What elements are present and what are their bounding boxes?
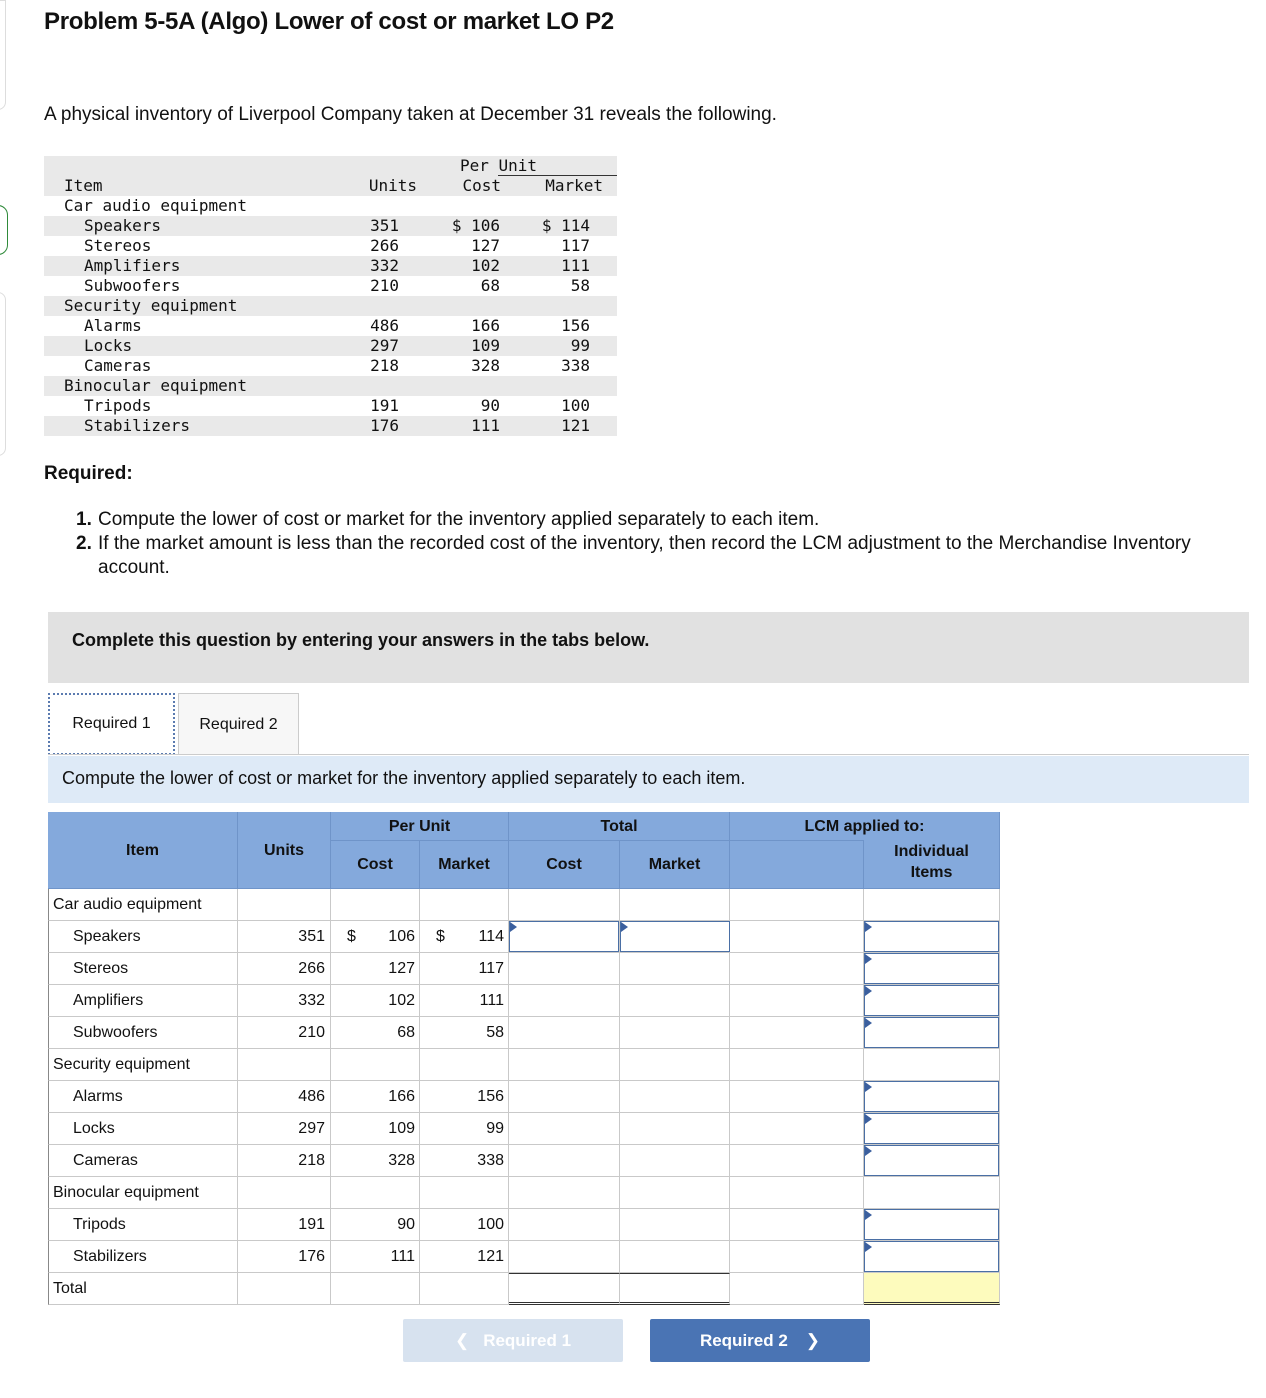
- row-label-cell: [48, 1049, 238, 1081]
- item-label: Amplifiers: [84, 256, 181, 275]
- group-label: Binocular equipment: [53, 1184, 199, 1201]
- header-total: Total: [509, 812, 730, 841]
- item-label: Locks: [84, 336, 133, 355]
- cost-value: 102: [471, 256, 500, 275]
- units-header: Units: [368, 176, 417, 195]
- total-cost-cell: [509, 1049, 620, 1081]
- header-cost: Cost: [331, 841, 420, 889]
- units-value: 266: [298, 960, 325, 977]
- cost-cell: [331, 1209, 420, 1241]
- cost-cell: [331, 1177, 420, 1209]
- inventory-item-row: [44, 236, 617, 256]
- grand-total-market-cell: [620, 1273, 730, 1305]
- cost-value: 111: [390, 1248, 415, 1265]
- header-market: Market: [420, 841, 509, 889]
- market-cell: [420, 889, 509, 921]
- lcm-blank-cell: [730, 1113, 864, 1145]
- lcm-individual-input[interactable]: [864, 1017, 999, 1048]
- market-header: Market: [545, 176, 603, 195]
- market-value: 156: [561, 316, 590, 335]
- row-label-cell: [48, 1145, 238, 1177]
- page-title: Problem 5-5A (Algo) Lower of cost or market LO P2: [44, 8, 614, 35]
- market-value: 99: [486, 1120, 504, 1137]
- total-cost-cell: [509, 953, 620, 985]
- market-cell: [420, 1177, 509, 1209]
- inventory-item-row: [44, 416, 617, 436]
- item-label: Stabilizers: [84, 416, 190, 435]
- cost-value: 166: [471, 316, 500, 335]
- row-label-cell: [48, 1081, 238, 1113]
- market-value: 117: [561, 236, 590, 255]
- header-per-unit: Per Unit: [331, 812, 509, 841]
- cost-cell: [331, 921, 420, 953]
- total-market-cell: [620, 1209, 730, 1241]
- total-cost-cell: [509, 1209, 620, 1241]
- market-cell: [420, 1081, 509, 1113]
- cost-value: 90: [397, 1216, 415, 1233]
- units-value: 486: [370, 316, 399, 335]
- dollar-sign: $: [436, 928, 445, 945]
- cost-value: 106: [388, 928, 415, 945]
- cost-value: 109: [388, 1120, 415, 1137]
- cost-value: 102: [388, 992, 415, 1009]
- inventory-item-row: [44, 256, 617, 276]
- tab-divider: [48, 754, 1249, 755]
- left-edge-fragment: [0, 292, 6, 456]
- dollar-sign: $: [347, 928, 356, 945]
- units-value: 351: [298, 928, 325, 945]
- units-value: 176: [370, 416, 399, 435]
- inventory-header-row-2: [44, 176, 617, 196]
- market-cell: [420, 1113, 509, 1145]
- individual-items-cell: [864, 1145, 1000, 1177]
- required-item: [76, 508, 1226, 532]
- group-label: Security equipment: [53, 1056, 190, 1073]
- cost-cell: [331, 1049, 420, 1081]
- units-value: 332: [370, 256, 399, 275]
- row-label-cell: [48, 889, 238, 921]
- total-market-cell: [620, 953, 730, 985]
- units-cell: [238, 1209, 331, 1241]
- lcm-individual-input[interactable]: [864, 985, 999, 1016]
- item-label: Speakers: [73, 928, 141, 945]
- cost-cell: [331, 889, 420, 921]
- total-market-cell: [620, 1177, 730, 1209]
- required-number: 2.: [76, 533, 92, 554]
- item-label: Tripods: [84, 396, 152, 415]
- market-value: 58: [486, 1024, 504, 1041]
- units-cell: [238, 1081, 331, 1113]
- market-cell: [420, 953, 509, 985]
- total-cost-cell: [509, 1145, 620, 1177]
- row-label-cell: [48, 985, 238, 1017]
- group-label: Security equipment: [64, 296, 238, 315]
- individual-items-cell: [864, 1177, 1000, 1209]
- cost-cell: [331, 985, 420, 1017]
- lcm-individual-input[interactable]: [864, 1081, 999, 1112]
- left-edge-indicator: [0, 205, 8, 255]
- units-value: 332: [298, 992, 325, 1009]
- prev-required-button[interactable]: [403, 1319, 623, 1362]
- chevron-left-icon: ❮: [454, 1330, 470, 1350]
- chevron-right-icon: ❯: [805, 1330, 821, 1350]
- intro-text: A physical inventory of Liverpool Company taken at December 31 reveals the following.: [44, 104, 777, 125]
- units-value: 218: [298, 1152, 325, 1169]
- lcm-individual-input[interactable]: [864, 921, 999, 952]
- market-value: 58: [570, 276, 590, 295]
- market-value: 121: [561, 416, 590, 435]
- cost-value: 127: [471, 236, 500, 255]
- row-label-cell: [48, 1241, 238, 1273]
- units-cell: [238, 889, 331, 921]
- item-label: Stereos: [73, 960, 129, 977]
- units-value: 191: [298, 1216, 325, 1233]
- units-cell: [238, 1177, 331, 1209]
- individual-items-cell: [864, 1017, 1000, 1049]
- units-cell: [238, 1049, 331, 1081]
- total-market-input[interactable]: [620, 921, 730, 952]
- instruction-text: Compute the lower of cost or market for the inventory applied separately to each item.: [62, 768, 746, 788]
- grand-total-cost-cell: [509, 1273, 620, 1305]
- total-cost-cell: [509, 1113, 620, 1145]
- lcm-blank-cell: [730, 953, 864, 985]
- units-value: 297: [370, 336, 399, 355]
- units-value: 176: [298, 1248, 325, 1265]
- inventory-item-row: [44, 276, 617, 296]
- market-cell: [420, 1145, 509, 1177]
- individual-items-cell: [864, 889, 1000, 921]
- units-cell: [238, 953, 331, 985]
- row-label-cell: [48, 1113, 238, 1145]
- header-lcm-blank: [730, 841, 864, 889]
- cost-value: 166: [388, 1088, 415, 1105]
- cost-cell: [331, 1145, 420, 1177]
- item-label: Amplifiers: [73, 992, 144, 1009]
- individual-items-cell: [864, 921, 1000, 953]
- market-cell: [420, 1049, 509, 1081]
- required-text: Compute the lower of cost or market for the inventory applied separately to each item.: [98, 509, 820, 530]
- item-label: Stabilizers: [73, 1248, 147, 1265]
- total-cost-cell: [509, 1017, 620, 1049]
- cost-value: 68: [480, 276, 500, 295]
- tab-required-1[interactable]: Required 1: [48, 693, 175, 755]
- prev-button-label: Required 1: [483, 1330, 572, 1350]
- lcm-individual-input[interactable]: [864, 1113, 999, 1144]
- units-value: 210: [298, 1024, 325, 1041]
- item-label: Cameras: [84, 356, 152, 375]
- cost-cell: [331, 1113, 420, 1145]
- lcm-individual-input[interactable]: [864, 1209, 999, 1240]
- item-label: Speakers: [84, 216, 162, 235]
- cost-value: 328: [388, 1152, 415, 1169]
- item-label: Alarms: [84, 316, 142, 335]
- cost-value: $ 106: [451, 216, 500, 235]
- tab-required-2[interactable]: Required 2: [178, 693, 299, 755]
- market-cell: [420, 1241, 509, 1273]
- inventory-group-row: [44, 296, 617, 316]
- individual-items-cell: [864, 953, 1000, 985]
- lcm-blank-cell: [730, 1017, 864, 1049]
- per-unit-header: Per Unit: [460, 156, 538, 175]
- grand-total-individual-cell: [864, 1273, 1000, 1305]
- lcm-blank-cell: [730, 1241, 864, 1273]
- total-cost-cell: [509, 985, 620, 1017]
- total-market-cell: [620, 1145, 730, 1177]
- cost-cell: [331, 953, 420, 985]
- inventory-item-row: [44, 336, 617, 356]
- lcm-blank-cell: [730, 1145, 864, 1177]
- cost-header: Cost: [462, 176, 501, 195]
- next-button-label: Required 2: [699, 1330, 788, 1350]
- total-cost-cell: [509, 1081, 620, 1113]
- total-cost-input[interactable]: [509, 921, 619, 952]
- units-value: 191: [370, 396, 399, 415]
- item-label: Cameras: [73, 1152, 138, 1169]
- units-value: 266: [370, 236, 399, 255]
- total-market-cell: [620, 1241, 730, 1273]
- next-required-button[interactable]: [650, 1319, 870, 1362]
- inventory-item-row: [44, 316, 617, 336]
- market-value: 100: [477, 1216, 504, 1233]
- market-value: 111: [479, 992, 504, 1009]
- market-value: 111: [561, 256, 590, 275]
- item-label: Locks: [73, 1120, 115, 1137]
- total-market-cell: [620, 1017, 730, 1049]
- lcm-blank-cell: [730, 921, 864, 953]
- left-edge-fragment: [0, 0, 6, 110]
- required-text: If the market amount is less than the recorded cost of the inventory, then record the LCM adjustment to the Merchandise Inventory account.: [98, 533, 1191, 578]
- inventory-item-row: [44, 396, 617, 416]
- units-cell: [238, 1017, 331, 1049]
- market-value: 338: [477, 1152, 504, 1169]
- item-header: Item: [64, 176, 103, 195]
- inventory-group-row: [44, 376, 617, 396]
- header-total-market: Market: [620, 841, 730, 889]
- inventory-header-row-1: [44, 156, 617, 176]
- total-cost-cell: [509, 1241, 620, 1273]
- market-value: 100: [561, 396, 590, 415]
- cost-value: 90: [480, 396, 500, 415]
- total-per-cost-cell: [331, 1273, 420, 1305]
- total-market-cell: [620, 1081, 730, 1113]
- grand-total-lcm-blank: [730, 1273, 864, 1305]
- header-units: Units: [238, 812, 331, 889]
- instructions-banner: [48, 612, 1249, 683]
- units-value: 351: [370, 216, 399, 235]
- total-per-market-cell: [420, 1273, 509, 1305]
- header-item: Item: [48, 812, 238, 889]
- market-cell: [420, 921, 509, 953]
- individual-items-cell: [864, 1081, 1000, 1113]
- item-label: Stereos: [84, 236, 152, 255]
- units-value: 210: [370, 276, 399, 295]
- lcm-blank-cell: [730, 889, 864, 921]
- header-total-cost: Cost: [509, 841, 620, 889]
- row-label-cell: [48, 953, 238, 985]
- lcm-blank-cell: [730, 1049, 864, 1081]
- row-label-cell: [48, 1177, 238, 1209]
- market-value: 121: [477, 1248, 504, 1265]
- units-value: 297: [298, 1120, 325, 1137]
- individual-items-cell: [864, 1209, 1000, 1241]
- cost-value: 111: [471, 416, 500, 435]
- units-cell: [238, 985, 331, 1017]
- market-cell: [420, 1209, 509, 1241]
- item-label: Subwoofers: [73, 1024, 158, 1041]
- lcm-individual-input[interactable]: [864, 1145, 999, 1176]
- cost-value: 109: [471, 336, 500, 355]
- cost-value: 328: [471, 356, 500, 375]
- units-cell: [238, 1113, 331, 1145]
- individual-items-cell: [864, 1113, 1000, 1145]
- required-item: [76, 532, 1226, 580]
- market-value: 338: [561, 356, 590, 375]
- lcm-individual-input[interactable]: [864, 1241, 999, 1272]
- row-label-cell: [48, 1017, 238, 1049]
- item-label: Subwoofers: [84, 276, 181, 295]
- total-label: Total: [53, 1280, 87, 1297]
- row-label-cell: [48, 1209, 238, 1241]
- inventory-group-row: [44, 196, 617, 216]
- total-units-cell: [238, 1273, 331, 1305]
- individual-items-cell: [864, 1049, 1000, 1081]
- banner-text: Complete this question by entering your answers in the tabs below.: [72, 630, 650, 650]
- individual-items-cell: [864, 1241, 1000, 1273]
- inventory-item-row: [44, 216, 617, 236]
- units-value: 486: [298, 1088, 325, 1105]
- required-heading: Required:: [44, 463, 133, 484]
- tab-instruction: [48, 756, 1249, 803]
- market-value: 114: [478, 928, 504, 945]
- units-cell: [238, 921, 331, 953]
- total-market-cell: [620, 889, 730, 921]
- required-list: [76, 508, 1226, 580]
- total-cost-cell: [509, 889, 620, 921]
- lcm-blank-cell: [730, 1081, 864, 1113]
- individual-items-cell: [864, 985, 1000, 1017]
- inventory-item-row: [44, 356, 617, 376]
- total-market-cell: [620, 985, 730, 1017]
- group-label: Car audio equipment: [64, 196, 248, 215]
- market-value: 117: [478, 960, 504, 977]
- item-label: Alarms: [73, 1088, 123, 1105]
- item-label: Tripods: [73, 1216, 126, 1233]
- total-label-cell: [48, 1273, 238, 1305]
- units-value: 218: [370, 356, 399, 375]
- lcm-blank-cell: [730, 1209, 864, 1241]
- total-cost-cell: [509, 1177, 620, 1209]
- inventory-table: [44, 156, 617, 436]
- units-cell: [238, 1145, 331, 1177]
- cost-cell: [331, 1241, 420, 1273]
- row-label-cell: [48, 921, 238, 953]
- required-number: 1.: [76, 509, 92, 530]
- cost-value: 127: [388, 960, 415, 977]
- group-label: Binocular equipment: [64, 376, 248, 395]
- lcm-blank-cell: [730, 985, 864, 1017]
- market-value: 156: [477, 1088, 504, 1105]
- units-cell: [238, 1241, 331, 1273]
- total-market-cell: [620, 1113, 730, 1145]
- cost-value: 68: [397, 1024, 415, 1041]
- cost-cell: [331, 1081, 420, 1113]
- header-individual-items: Individual Items: [864, 835, 1000, 889]
- market-value: 99: [570, 336, 590, 355]
- market-cell: [420, 1017, 509, 1049]
- market-cell: [420, 985, 509, 1017]
- lcm-blank-cell: [730, 1177, 864, 1209]
- total-market-cell: [620, 1049, 730, 1081]
- market-value: $ 114: [541, 216, 590, 235]
- cost-cell: [331, 1017, 420, 1049]
- lcm-individual-input[interactable]: [864, 953, 999, 984]
- group-label: Car audio equipment: [53, 896, 202, 913]
- header-lcm: LCM applied to:: [730, 812, 1000, 841]
